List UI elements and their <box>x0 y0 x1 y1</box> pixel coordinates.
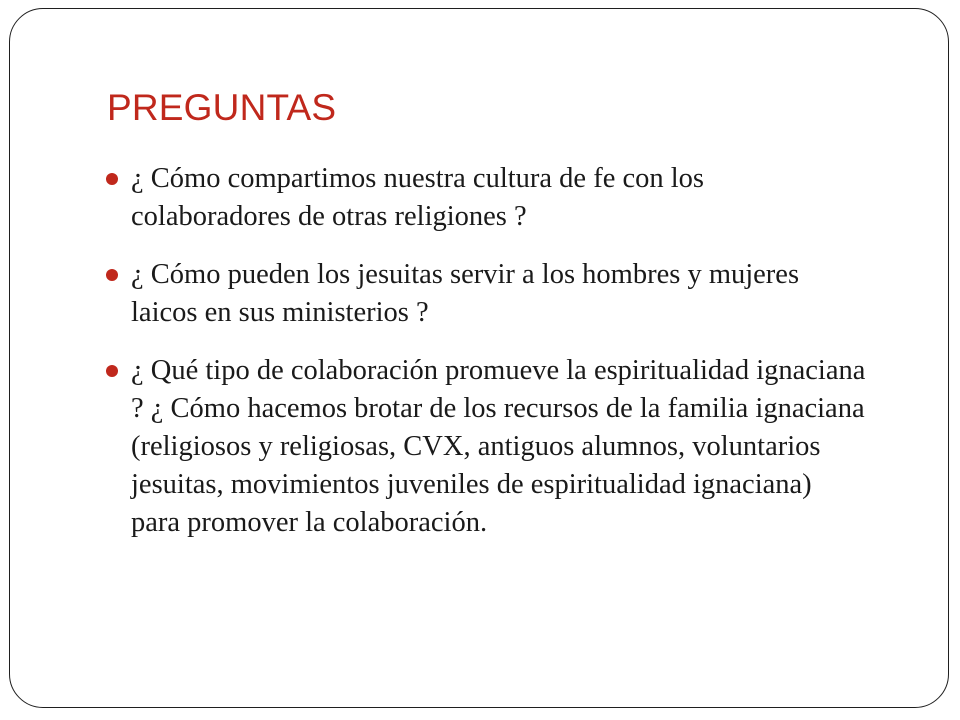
bullet-dot-icon <box>106 173 118 185</box>
bullet-text: ¿ Cómo pueden los jesuitas servir a los hombres y mujeres laicos en sus ministerios ? <box>131 259 800 328</box>
bullet-text: ¿ Cómo compartimos nuestra cultura de fe con los colaboradores de otras religiones ? <box>131 163 705 232</box>
list-item <box>106 352 866 542</box>
bullet-text: ¿ Qué tipo de colaboración promueve la espiritualidad ignaciana ? ¿ Cómo hacemos brotar de los recursos de la familia ignaciana (religiosos y religiosas, CVX, antiguos alumnos, voluntarios jesuitas, movimientos juveniles de espiritualidad ignaciana) para promover la colaboración. <box>131 355 866 538</box>
slide-title: PREGUNTAS <box>107 87 337 128</box>
bullet-dot-icon <box>106 365 118 377</box>
list-item <box>106 160 866 236</box>
bullet-list <box>106 160 866 562</box>
list-item <box>106 256 866 332</box>
bullet-dot-icon <box>106 269 118 281</box>
